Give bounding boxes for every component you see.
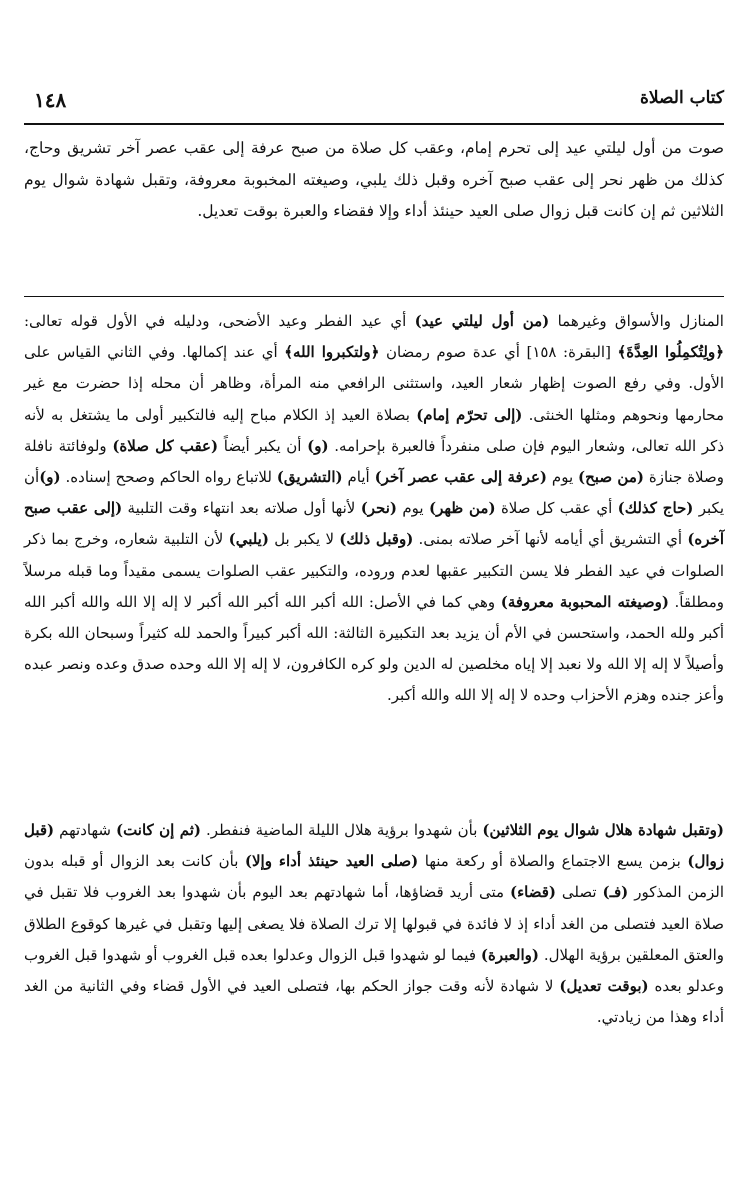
commentary-text: ولوفائتة نافلة وصلاة جنازة — [24, 436, 724, 487]
commentary-text: لا يكبر بل — [268, 530, 340, 549]
matn-quote: (والعبرة) — [480, 945, 539, 964]
matn-quote: ﴿ولِتُكمِلُوا العِدَّةَ﴾ — [617, 343, 724, 362]
matn-quote: (من صبح) — [578, 468, 644, 487]
commentary-text: لأنها أول صلاته بعد انتهاء وقت التلبية — [122, 499, 361, 518]
commentary-text: يوم — [397, 499, 429, 518]
matn-quote: (إلى تحرّم إمام) — [416, 405, 523, 424]
commentary-text: أي عقب كل صلاة — [495, 499, 618, 518]
commentary-text: بصلاة العيد إذ الكلام مباح إليه فالتكبير أولى ما يشتغل به لأنه ذكر الله تعالى، وشعار اليوم فإن صلى منفرداً فالعبرة بإحرامه. — [24, 405, 724, 455]
commentary-text: أي عيد الفطر وعيد الأضحى، ودليله في الأول قوله تعالى: — [24, 312, 415, 330]
matn-quote: (وتقبل شهادة هلال شوال يوم الثلاثين) — [482, 821, 724, 839]
commentary-text: وهي كما في الأصل: الله أكبر الله أكبر الله أكبر لا إله إلا الله والله أكبر الله أكبر ولله الحمد، واستحسن في الأم أن يزيد بعد التكبيرة الثالثة: الله أكبر كبيراً والحمد لله كثيراً وسبحان الله بكرة وأصيلاً لا إله إلا الله ولا نعبد إلا إياه مخلصين له الدين ولو كره الكافرون، لا إله إلا الله وحده صدق وعده ونصر عبده وأعز جنده وهزم الأحزاب وحده لا إله إلا الله والله أكبر. — [24, 592, 724, 705]
matn-quote: (ثم إن كانت) — [115, 821, 202, 839]
commentary-text: بزمن يسع الاجتماع والصلاة أو ركعة منها — [418, 852, 688, 871]
commentary-text: أيام — [342, 468, 375, 487]
matn-quote: (صلى العيد حينئذ أداء وإلا) — [244, 852, 419, 871]
commentary-text: لا شهادة لأنه وقت جواز الحكم بها، فتصلى العيد في الأول قضاء وفي الثانية من الغد أداء وهذا من زيادتي. — [24, 977, 724, 1027]
separator-rule — [24, 296, 724, 297]
matn-quote: (من أول ليلتي عيد) — [414, 312, 550, 330]
matn-quote: (بوقت تعديل) — [559, 977, 649, 996]
matn-quote: ﴿ولتكبروا الله﴾ — [284, 343, 380, 362]
matn-quote: (فـ) — [602, 883, 629, 902]
commentary-text: للاتباع رواه الحاكم وصحح إسناده. — [60, 468, 277, 487]
commentary-text: تصلى — [555, 883, 603, 902]
commentary-text: أي عند إكمالها. وفي الثاني القياس على الأول. وفي رفع الصوت إظهار شعار العيد، واستثنى الرافعي منه المرأة، وظاهر أن محله إذا حضرت مع غير محارمها ونحوهم ومثلها الخنثى. — [24, 343, 725, 424]
commentary-text: بأن شهدوا برؤية هلال الليلة الماضية فنفطر. — [201, 821, 483, 839]
header-rule — [24, 123, 724, 125]
matn-quote: (وقبل ذلك) — [339, 530, 414, 549]
page-number: ١٤٨ — [34, 88, 67, 112]
matn-quote: (عقب كل صلاة) — [112, 436, 219, 455]
commentary-text: متى أريد قضاؤها، أما شهادتهم بعد اليوم بأن شهدوا بعد الغروب فلا تقبل في صلاة العيد فتصلى من الغد أداء إذ لا فائدة في قبولها إلا ترك الصلاة فلا يصغى إليها وتقبل في غيرها كوقوع الطلاق والعتق المعلقين برؤية الهلال. — [24, 883, 724, 964]
matn-quote: (نحر) — [360, 499, 398, 518]
matn-quote: (وصيغته المحبوبة معروفة) — [500, 592, 669, 611]
matn-quote: (يلبي) — [228, 530, 269, 549]
commentary-block-2 — [24, 815, 724, 1033]
commentary-text: [البقرة: ١٥٨] أي عدة صوم رمضان — [379, 343, 618, 362]
matn-quote: (من ظهر) — [428, 499, 496, 518]
commentary-block-1 — [24, 306, 724, 712]
page-header — [26, 88, 724, 120]
commentary-text: شهادتهم — [54, 821, 116, 839]
commentary-text: أن يكبر أيضاً — [218, 436, 308, 455]
commentary-text: أي التشريق أي أيامه لأنها آخر صلاته بمنى. — [413, 530, 688, 549]
commentary-text: بأن كانت بعد الزوال أو قبله بدون الزمن المذكور — [24, 852, 725, 902]
matn-quote: (عرفة إلى عقب عصر آخر) — [374, 468, 548, 487]
matn-text: صوت من أول ليلتي عيد إلى تحرم إمام، وعقب كل صلاة من صبح عرفة إلى عقب عصر آخر تشريق وحاج، كذلك من ظهر نحر إلى عقب صبح آخره وقبل ذلك يلبي، وصيغته المخبوبة معروفة، وتقبل شهادة شوال يوم الثلاثين ثم إن كانت قبل زوال صلى العيد حينئذ أداء وإلا فقضاء والعبرة بوقت تعديل. — [24, 139, 724, 220]
matn-quote: (و) — [307, 436, 329, 455]
commentary-text: لأن التلبية شعاره، وخرج بما ذكر الصلوات في عيد الفطر فلا يسن التكبير عقبها لعدم وروده، والتكبير عقب الصلوات يسمى مقيداً وما قبله مرسلاً ومطلقاً. — [24, 530, 724, 611]
matn-quote: (إلى عقب صبح آخره) — [24, 499, 724, 549]
matn-quote: (و) — [39, 468, 61, 487]
matn-quote: (قبل زوال) — [24, 821, 724, 871]
matn-quote: (حاج كذلك) — [617, 499, 694, 518]
matn-quote: (التشريق) — [276, 468, 343, 487]
commentary-text: أن يكبر — [24, 468, 725, 518]
commentary-text: المنازل والأسواق وغيرهما — [549, 312, 724, 330]
commentary-text: يوم — [547, 468, 579, 487]
commentary-text: فيما لو شهدوا قبل الزوال وعدلوا بعده قبل الغروب أو شهدوا قبل الغروب وعدلو بعده — [24, 945, 724, 996]
chapter-title: كتاب الصلاة — [639, 88, 724, 108]
matn-quote: (قضاء) — [509, 883, 556, 902]
